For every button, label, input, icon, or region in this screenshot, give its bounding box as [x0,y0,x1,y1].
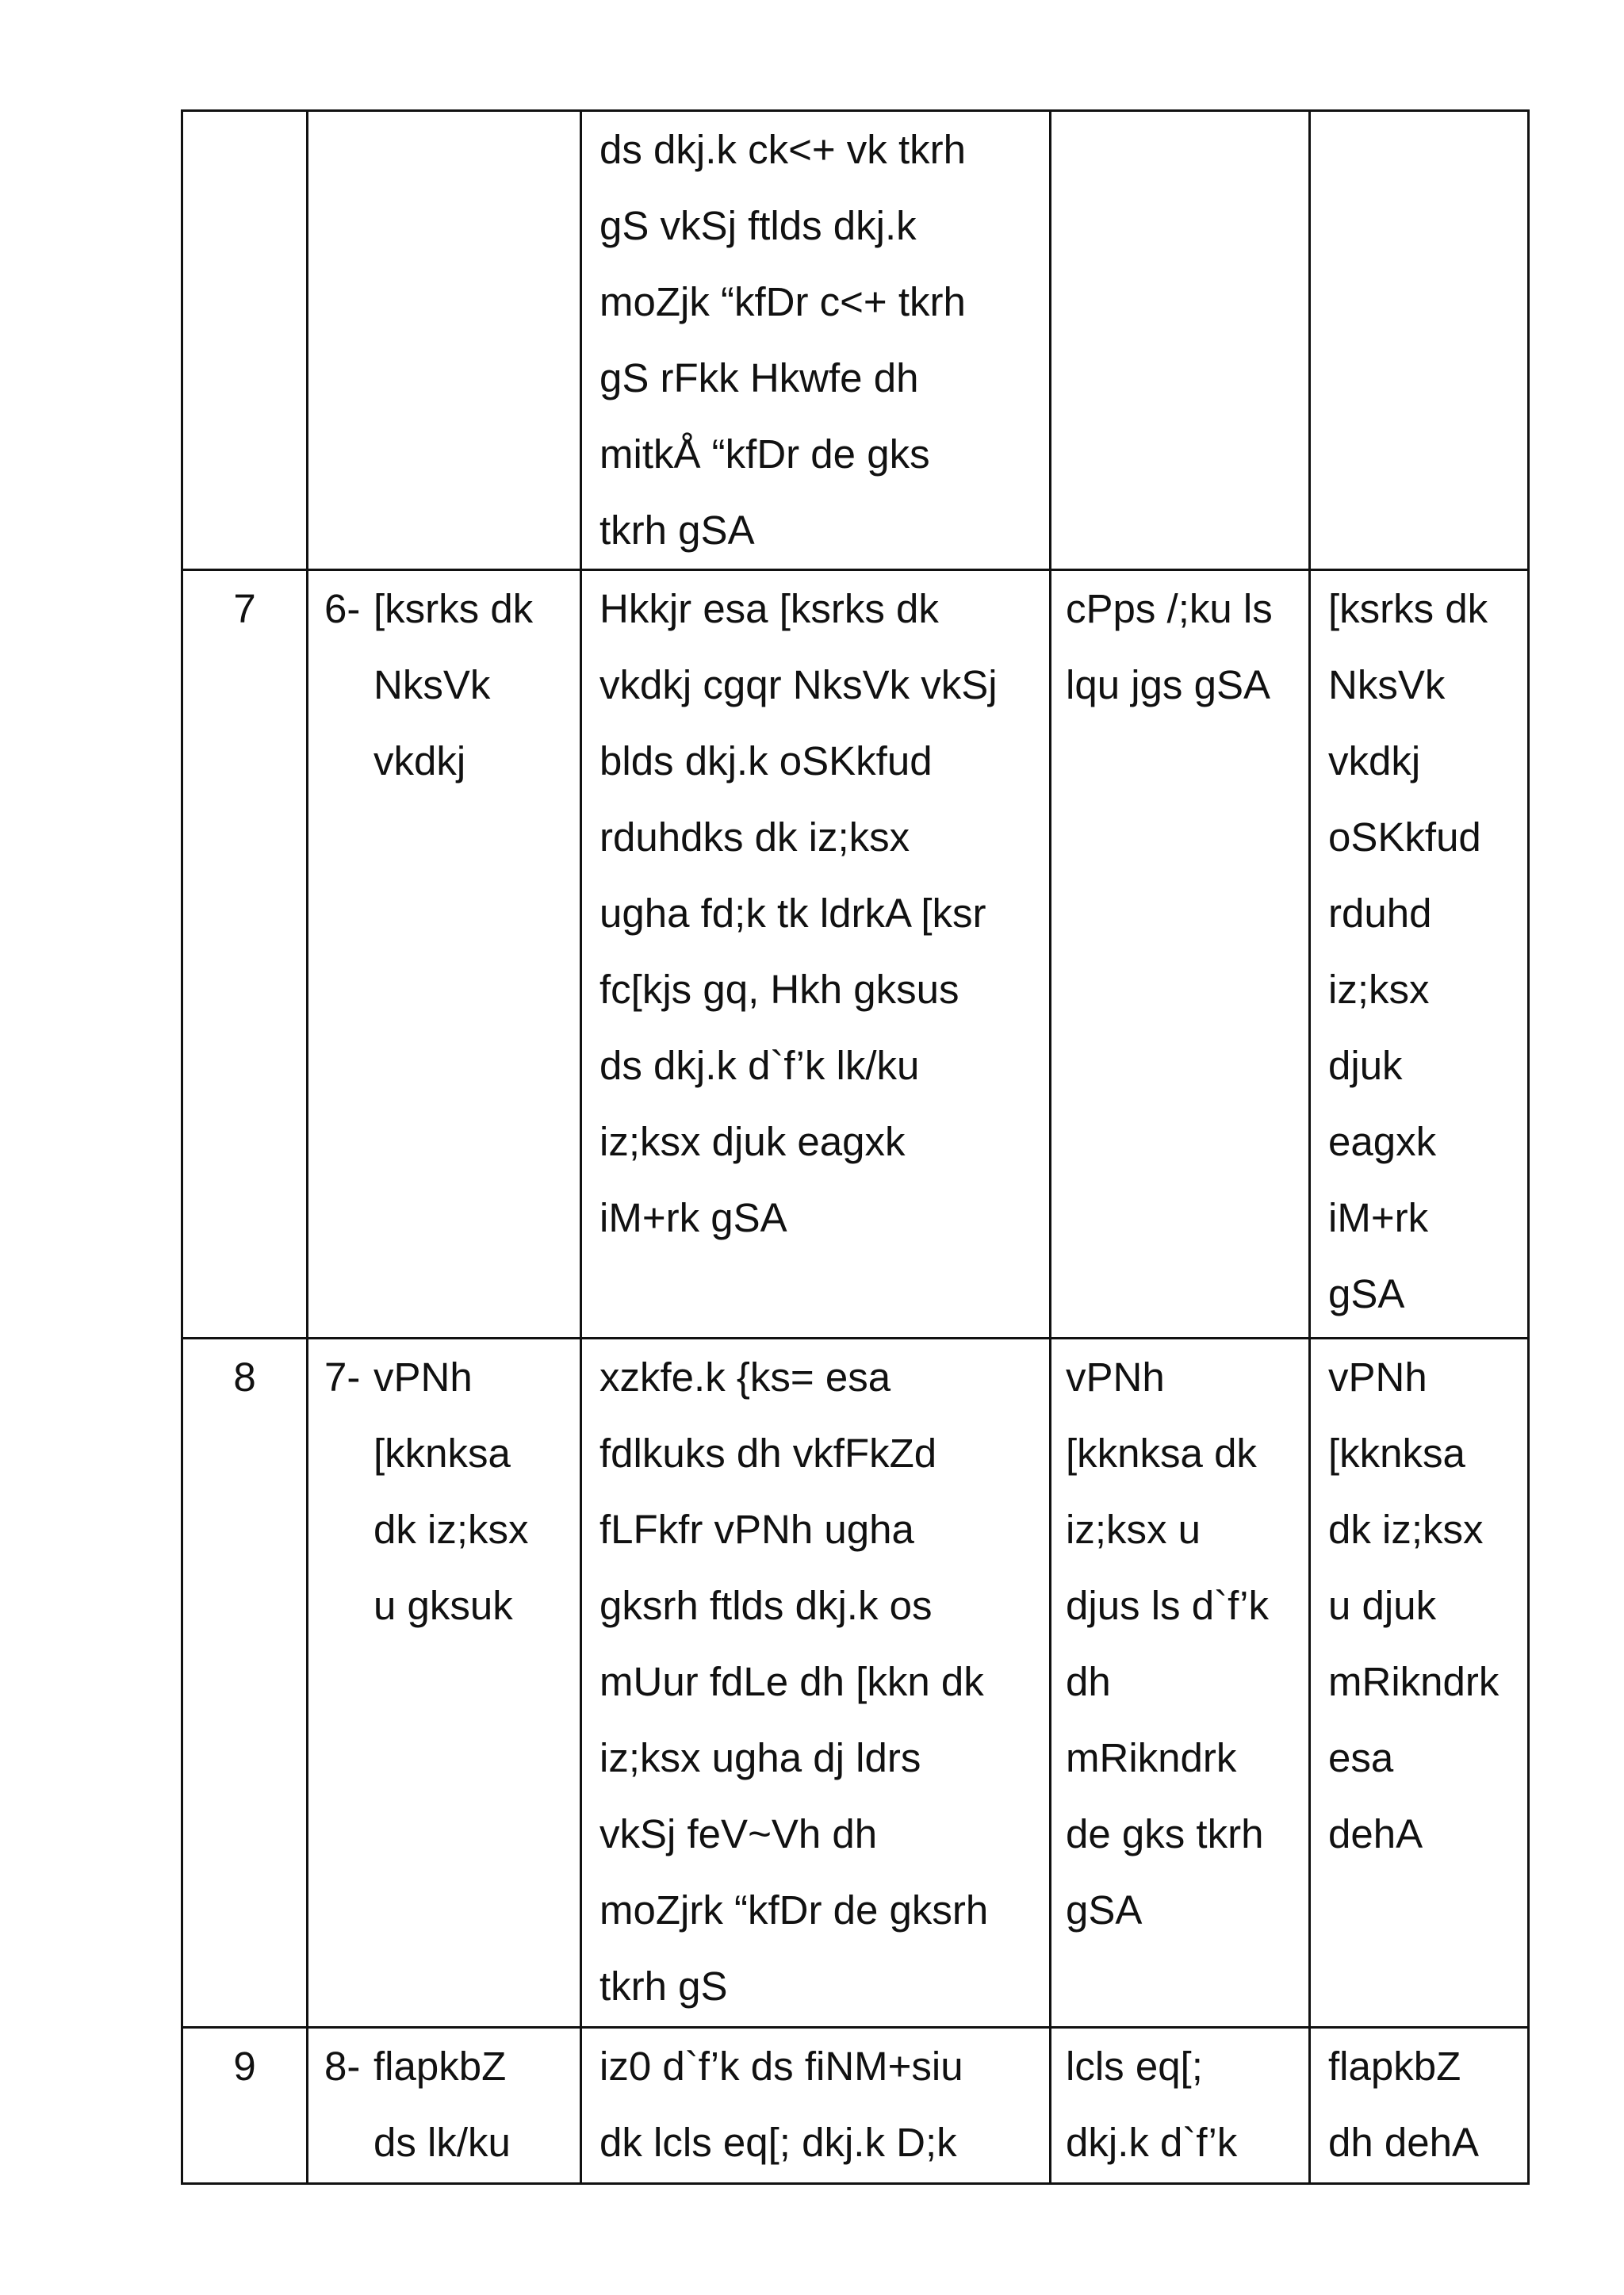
item-line [308,571,580,647]
item-number: 8- [324,2044,361,2089]
item-cell [308,1339,581,2028]
table-row [182,1339,1529,2028]
text-line: Hkkjr esa [ksrks dk [599,586,939,631]
text-line: vkSj feV~Vh dh [599,1811,878,1856]
text-line: fc[kjs gq, Hkh gksus [599,967,959,1012]
item-cell [308,2028,581,2184]
item-line: u gksuk [373,1583,513,1628]
text-line: mitkÅ “kfDr de gks [599,431,930,477]
serial-number-cell [182,111,308,570]
text-line: iz;ksx u [1066,1507,1201,1552]
description-cell [581,111,1051,570]
summary-cell [1310,111,1529,570]
text-line: u djuk [1328,1583,1437,1628]
summary-cell [1310,1339,1529,2028]
text-line: lqu jgs gSA [1066,662,1270,707]
text-line: [ksrks dk [1328,586,1488,631]
table-row [182,111,1529,570]
serial-number: 7 [233,586,256,631]
table-row [182,570,1529,1339]
item-cell [308,111,581,570]
serial-number [183,112,306,188]
item-line: [kknksa [373,1431,511,1476]
text-line: iz;ksx [1328,967,1430,1012]
item-number: 7- [324,1354,361,1400]
item-line: ds lk/ku [373,2120,511,2165]
text-line: dkj.k d`f’k [1066,2120,1238,2165]
text-line: esa [1328,1735,1394,1780]
description-cell [581,570,1051,1339]
text-line: rduhd [1328,891,1432,936]
text-line: fLFkfr vPNh ugha [599,1507,914,1552]
text-line: moZjk “kfDr c<+ tkrh [599,279,966,324]
text-line: eagxk [1328,1119,1437,1164]
item-text: flapkbZ [373,2044,507,2089]
text-line: iz0 d`f’k ds fiNM+siu [599,2044,963,2089]
text-line: iM+rk gSA [599,1195,787,1240]
item-line [308,2029,580,2105]
text-line: vPNh [1328,1354,1427,1400]
description-cell [581,1339,1051,2028]
summary-cell [1310,2028,1529,2184]
text-line: iz;ksx djuk eagxk [599,1119,906,1164]
text-line: tkrh gSA [599,508,755,553]
item-line: NksVk [373,662,491,707]
text-line: rduhdks dk iz;ksx [599,814,910,860]
summary-cell [1310,570,1529,1339]
text-line: vkdkj [1328,738,1421,784]
text-line: dk lcls eq[; dkj.k D;k [599,2120,957,2165]
text-line: xzkfe.k {ks= esa [599,1354,891,1400]
text-line: gksrh ftlds dkj.k os [599,1583,933,1628]
item-text: vPNh [373,1354,473,1400]
text-line: gS vkSj ftlds dkj.k [599,203,917,248]
text-line: ugha fd;k tk ldrkA [ksr [599,891,986,936]
text-line: NksVk [1328,662,1446,707]
response-cell [1051,111,1310,570]
text-line: djus ls d`f’k [1066,1583,1269,1628]
text-line: gS rFkk Hkwfe dh [599,355,919,400]
item-line: dk iz;ksx [373,1507,529,1552]
item-line: vkdkj [373,738,466,784]
item-text: [ksrks dk [373,586,534,631]
text-line: cPps /;ku ls [1066,586,1273,631]
text-line: blds dkj.k oSKkfud [599,738,933,784]
text-line: iM+rk [1328,1195,1429,1240]
text-line: moZjrk “kfDr de gksrh [599,1887,989,1933]
serial-number-cell [182,570,308,1339]
response-cell [1051,2028,1310,2184]
text-line: lcls eq[; [1066,2044,1203,2089]
text-line: dk iz;ksx [1328,1507,1484,1552]
text-line: djuk [1328,1043,1403,1088]
text-line: fdlkuks dh vkfFkZd [599,1431,937,1476]
text-line: ds dkj.k d`f’k lk/ku [599,1043,920,1088]
text-line: mUur fdLe dh [kkn dk [599,1659,984,1704]
text-line: iz;ksx ugha dj ldrs [599,1735,921,1780]
text-line: gSA [1066,1887,1143,1933]
text-line: dh dehA [1328,2120,1480,2165]
text-line: dehA [1328,1811,1423,1856]
text-line: [kknksa [1328,1431,1465,1476]
response-cell [1051,570,1310,1339]
description-cell [581,2028,1051,2184]
table-body [182,111,1529,2184]
serial-number: 9 [233,2044,256,2089]
text-line: dh [1066,1659,1111,1704]
text-line: mRikndrk [1066,1735,1237,1780]
table-row [182,2028,1529,2184]
text-line: [kknksa dk [1066,1431,1257,1476]
document-table [181,109,1530,2185]
text-line: tkrh gS [599,1964,728,2009]
item-number: 6- [324,586,361,631]
serial-number-cell [182,2028,308,2184]
text-line: vPNh [1066,1354,1165,1400]
text-line: oSKkfud [1328,814,1481,860]
text-line: de gks tkrh [1066,1811,1264,1856]
serial-number-cell [182,1339,308,2028]
text-line: gSA [1328,1271,1405,1316]
item-line [308,1339,580,1416]
text-line: vkdkj cgqr NksVk vkSj [599,662,998,707]
text-line: mRikndrk [1328,1659,1500,1704]
response-cell [1051,1339,1310,2028]
item-cell [308,570,581,1339]
serial-number: 8 [233,1354,256,1400]
text-line: flapkbZ [1328,2044,1461,2089]
text-line: ds dkj.k ck<+ vk tkrh [599,127,966,172]
